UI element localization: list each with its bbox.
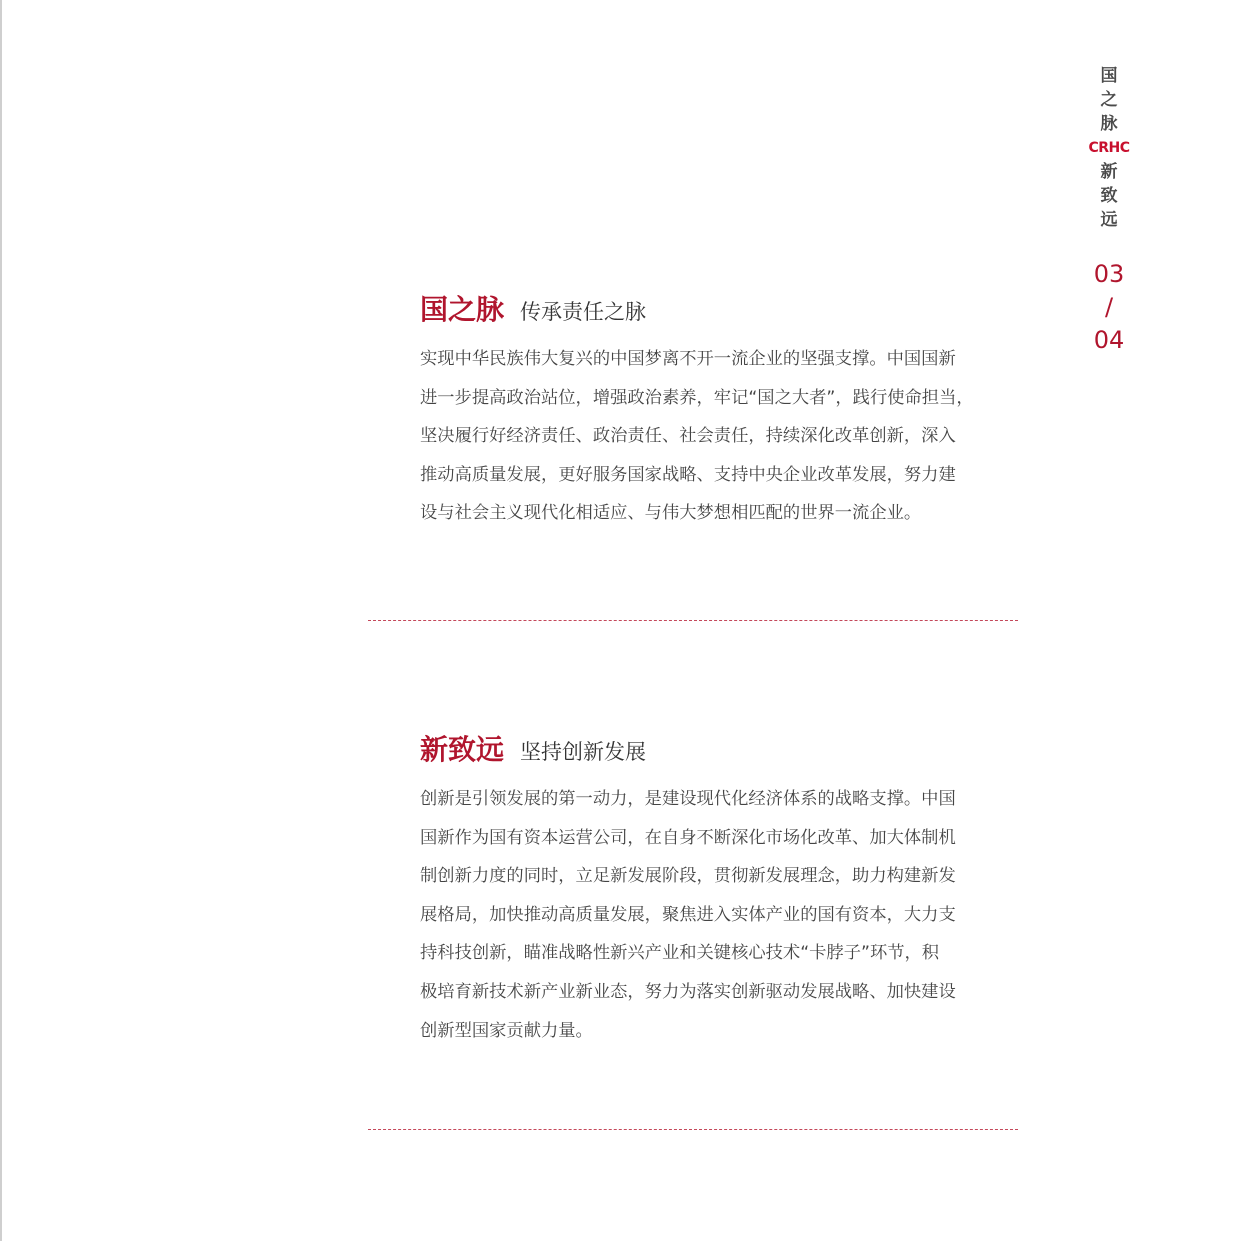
paragraph-line: 制创新力度的同时，立足新发展阶段，贯彻新发展理念，助力构建新发 — [420, 866, 956, 887]
side-char: 致 — [1100, 186, 1118, 206]
section-heading — [420, 288, 1020, 328]
side-char: 远 — [1100, 210, 1118, 230]
side-char: 国 — [1100, 66, 1118, 86]
section-guozhimai — [420, 288, 1020, 533]
paragraph-line: 展格局，加快推动高质量发展，聚焦进入实体产业的国有资本，大力支 — [420, 904, 956, 925]
section-paragraph — [420, 340, 1020, 533]
paragraph-line: 极培育新技术新产业新业态，努力为落实创新驱动发展战略、加快建设 — [420, 981, 956, 1002]
section-xinzhiyuan — [420, 728, 1020, 1050]
section-divider — [368, 620, 1018, 621]
side-char: 之 — [1100, 90, 1118, 110]
paragraph-line: 坚决履行好经济责任、政治责任、社会责任，持续深化改革创新，深入 — [420, 426, 956, 447]
section-heading — [420, 728, 1020, 768]
paragraph-line: 进一步提高政治站位，增强政治素养，牢记“国之大者”，践行使命担当， — [420, 387, 974, 408]
section-title: 新致远 — [420, 733, 505, 766]
section-subtitle: 坚持创新发展 — [520, 740, 647, 764]
paragraph-line: 创新型国家贡献力量。 — [420, 1020, 593, 1041]
side-char: 新 — [1100, 162, 1118, 182]
section-divider — [368, 1129, 1018, 1130]
page-current: 03 — [1093, 260, 1125, 288]
paragraph-line: 持科技创新，瞄准战略性新兴产业和关键核心技术“卡脖子”环节，积 — [420, 943, 940, 964]
page-edge — [0, 0, 2, 1241]
paragraph-line: 推动高质量发展，更好服务国家战略、支持中央企业改革发展，努力建 — [420, 464, 956, 485]
brand-logo-text: CRHC — [1088, 140, 1130, 156]
paragraph-line: 设与社会主义现代化相适应、与伟大梦想相匹配的世界一流企业。 — [420, 503, 922, 524]
page-indicator — [1080, 258, 1138, 357]
page-total: 04 — [1093, 326, 1125, 354]
side-char: 脉 — [1100, 114, 1118, 134]
page-separator: / — [1104, 293, 1114, 321]
section-subtitle: 传承责任之脉 — [520, 300, 647, 324]
section-title: 国之脉 — [420, 293, 505, 326]
paragraph-line: 实现中华民族伟大复兴的中国梦离不开一流企业的坚强支撑。中国国新 — [420, 349, 956, 369]
paragraph-line: 创新是引领发展的第一动力，是建设现代化经济体系的战略支撑。中国 — [420, 789, 956, 809]
paragraph-line: 国新作为国有资本运营公司，在自身不断深化市场化改革、加大体制机 — [420, 827, 956, 848]
section-paragraph — [420, 780, 1020, 1050]
side-brand-strip — [1080, 64, 1138, 232]
